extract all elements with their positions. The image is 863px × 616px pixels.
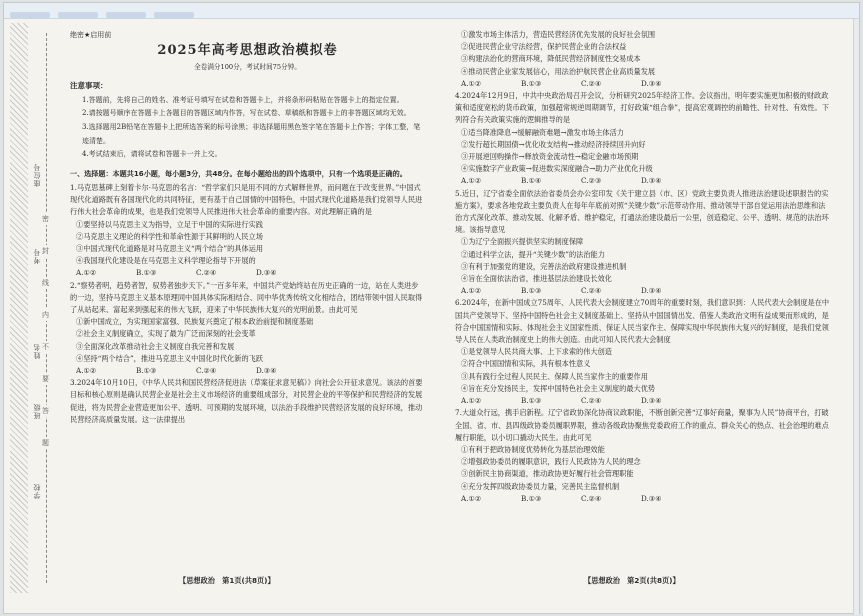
question-option: ②通过科学立法，提升“关键少数”的法治能力 — [461, 249, 605, 259]
answer-choices — [455, 78, 830, 90]
choice-a: A.①② — [461, 493, 482, 503]
binding-label-class: 班级 — [33, 403, 41, 419]
scroll-edge — [853, 19, 859, 615]
choice-b: B.①③ — [136, 366, 157, 376]
question-6 — [455, 297, 830, 407]
question-option: ④旨在全面依法治省，推进基层法治建设长效化 — [461, 274, 612, 284]
seal-word: 封 — [42, 247, 49, 255]
question-7 — [455, 407, 830, 505]
choice-c: C.②④ — [196, 366, 217, 376]
question-option: ③开展逆回购操作→释放资金流动性→稳定金融市场预期 — [461, 152, 639, 162]
choice-d: D.③④ — [641, 493, 662, 503]
answer-choices — [455, 493, 830, 505]
answer-choices — [455, 395, 830, 407]
binding-label-school: 学校 — [33, 483, 41, 499]
answer-choices — [455, 175, 830, 187]
question-option: ④推动民营企业家发展信心，用法治护航民营企业高质量发展 — [461, 66, 656, 76]
page-footer-left: 【思想政治 第1页(共8页)】 — [179, 576, 275, 585]
question-option: ②社会主义制度确立，实现了最为广泛而深刻的社会变革 — [76, 329, 256, 339]
browser-strip — [4, 3, 859, 19]
choice-c: C.②④ — [581, 396, 602, 406]
question-4 — [455, 90, 830, 188]
question-option: ④我国现代化建设是在马克思主义科学理论指导下开展的 — [76, 256, 256, 266]
seal-word: 线 — [42, 279, 49, 287]
secret-mark: 绝密★启用前 — [70, 31, 112, 39]
question-option: ①新中国成立，为实现国家富强、民族复兴奠定了根本政治前提和制度基础 — [76, 317, 314, 327]
choice-b: B.①③ — [521, 396, 542, 406]
seal-word: 内 — [42, 311, 49, 319]
question-option: ①有利于把政协制度优势转化为基层治理效能 — [461, 444, 605, 454]
seal-word: 题 — [42, 439, 49, 447]
choice-d: D.③④ — [641, 176, 662, 186]
choice-b: B.①④ — [521, 176, 542, 186]
question-option: ①激发市场主体活力，营造民营经济优先发展的良好社会氛围 — [461, 30, 656, 39]
question-option: ④实施数字产业政策→促进数实深度融合→助力产业优化升级 — [461, 164, 653, 174]
page-footer-right: 【思想政治 第2页(共8页)】 — [584, 576, 680, 585]
question-option: ③构建法治化的营商环境，降低民营经济制度性交易成本 — [461, 54, 641, 64]
choice-c: C.②④ — [196, 268, 217, 278]
choice-b: B.①③ — [521, 493, 542, 503]
section-heading: 一、选择题：本题共16小题，每小题3分，共48分。在每小题给出的四个选项中，只有一个选项是正确的。 — [70, 168, 407, 178]
choice-a: A.①② — [461, 78, 482, 88]
choice-a: A.①② — [76, 366, 97, 376]
question-option: ②促进民营企业守法经营，保护民营企业的合法权益 — [461, 42, 627, 52]
choice-c: C.②④ — [581, 78, 602, 88]
choice-c: C.②④ — [581, 286, 602, 296]
question-stem: 6.2024年，在新中国成立75周年、人民代表大会制度建立70周年的重要时刻，我们意识到：人民代表大会制度是在中国共产党领导下、坚持中国特色社会主义制度基础上、坚持从中国国情出发、借鉴人类政治文明有益成果而形成的，是符合中国国情和实际、体现社会主义国家性质、保证人民当家作主、保障实现中华民族伟大复兴的好制度，是我们党领导人民在人类政治制度史上的伟大创造。由此可知人民代表大会制度 — [455, 298, 830, 345]
question-option: ①是党领导人民共商大事、上下求索的伟大创造 — [461, 347, 612, 357]
question-3-options — [455, 29, 830, 90]
question-option: ③有利于加强党的建设，完善法治政府建设推进机制 — [461, 261, 627, 271]
binding-hatch — [10, 23, 28, 593]
question-2 — [70, 280, 425, 378]
question-option: ④坚持“两个结合”，推进马克思主义中国化时代化新的飞跃 — [76, 353, 264, 363]
note-item: 1.答题前，先将自己的姓名、准考证号填写在试卷和答题卡上，并将条形码粘贴在答题卡上的指定位置。 — [82, 95, 404, 104]
seal-word: 不 — [42, 343, 49, 351]
question-option: ②发行超长期国债→优化收支结构→推动经济持续回升向好 — [461, 139, 646, 149]
binding-label-name: 姓名 — [33, 343, 41, 359]
question-stem: 4.2024年12月9日，中共中央政治局召开会议，分析研究2025年经济工作。会议指出，明年要实施更加积极的财政政策和适度宽松的货币政策，加强超常规逆周期调节，打好政策“组合拳”，提高宏观调控的前瞻性、针对性、有效性。下列符合有关政策实施的逻辑推导的是 — [455, 91, 829, 125]
choice-d: D.③④ — [641, 286, 662, 296]
choice-b: B.①③ — [521, 78, 542, 88]
question-option: ③具有践行全过程人民民主、保障人民当家作主的重要作用 — [461, 371, 648, 381]
cut-line — [46, 33, 47, 583]
choice-d: D.③④ — [256, 366, 277, 376]
seal-word: 要 — [42, 375, 49, 383]
seal-word: 答 — [42, 407, 49, 415]
choice-c: C.②④ — [581, 493, 602, 503]
question-option: ①适当降准降息→缓解融资难题→激发市场主体活力 — [461, 127, 624, 137]
choice-d: D.③④ — [256, 268, 277, 278]
question-option: ②增强政协委员的履职意识，践行人民政协为人民的理念 — [461, 457, 641, 467]
choice-a: A.①② — [76, 268, 97, 278]
choice-b: B.①③ — [136, 268, 157, 278]
notes-heading: 注意事项： — [70, 80, 108, 90]
binding-margin — [8, 23, 48, 593]
choice-a: A.①② — [461, 286, 482, 296]
question-option: ②马克思主义理论的科学性和革命性源于其鲜明的人民立场 — [76, 231, 263, 241]
answer-choices — [70, 365, 425, 377]
exam-title: 2025年高考思想政治模拟卷 — [157, 43, 338, 59]
question-option: ②符合中国国情和实际，具有根本性意义 — [461, 359, 591, 369]
question-3 — [70, 377, 425, 426]
choice-a: A.①② — [461, 396, 482, 406]
question-option: ③全面深化改革推动社会主义制度自我完善和发展 — [76, 341, 235, 351]
exam-sheet — [3, 2, 860, 614]
choice-d: D.③④ — [641, 396, 662, 406]
page-right — [455, 29, 830, 505]
question-stem: 7.大道众行远，携手启新程。辽宁省政协深化协商议政职能，不断创新完善“辽事好商量，聚事为人民”协商平台，打破全国、省、市、县四级政协委员履职界限，推动各级政协聚焦党委政府工作的重点、群众关心的热点、社会治理的难点履行职能，以小切口撬动大民生。由此可见 — [455, 408, 829, 442]
question-option: ③创新民主协商渠道，推动政协更好履行社会管理职能 — [461, 469, 634, 479]
question-option: ④充分发挥四级政协委员力量，完善民主监督机制 — [461, 481, 620, 491]
question-5 — [455, 188, 830, 298]
binding-label-seat: 座位号 — [33, 163, 41, 187]
choice-d: D.③④ — [641, 78, 662, 88]
question-stem: 2.“察势者明，趋势者智，驭势者独步天下。”一百多年来，中国共产党始终站在历史正确的一边，站在人类进步的一边，坚持马克思主义基本原理同中国具体实际相结合、同中华优秀传统文化相结合，团结带领中国人民取得了从站起来、富起来到强起来的伟大飞跃，迎来了中华民族伟大复兴的光明前景。由此可见 — [70, 280, 423, 315]
choice-c: C.②③ — [581, 176, 602, 186]
question-1 — [70, 182, 425, 280]
answer-choices — [70, 267, 425, 279]
page-left — [70, 29, 425, 426]
question-stem: 3.2024年10月10日，《中华人民共和国民营经济促进法（草案征求意见稿）》向社会公开征求意见。该法的首要目标和核心原则是确认民营企业是社会主义市场经济的重要组成部分，对民营企业的平等保护和民营经济的发展促进，将为民营企业营造更加公平、透明、可预期的发展环境，以法治手段维护民营经济发展的良好环境，推动民营经济高质量发展。这一法律提出 — [70, 378, 423, 424]
note-item: 2.请按题号顺序在答题卡上各题目的答题区域内作答，写在试卷、草稿纸和答题卡上的非答题区域均无效。 — [82, 109, 411, 118]
question-option: ③中国式现代化道路是对马克思主义“两个结合”的具体运用 — [76, 244, 264, 253]
choice-a: A.①② — [461, 176, 482, 186]
note-item: 3.选择题用2B铅笔在答题卡上把所选答案的标号涂黑；非选择题用黑色签字笔在答题卡上作答；字体工整，笔迹清楚。 — [82, 123, 421, 145]
question-option: ①为辽宁全面振兴提供坚实的制度保障 — [461, 237, 584, 247]
choice-b: B.①③ — [521, 286, 542, 296]
answer-choices — [455, 285, 830, 297]
question-stem: 1.马克思墓碑上刻着卡尔·马克思的名言：“哲学家们只是用不同的方式解释世界，而问题在于改变世界。”中国式现代化道路既有各国现代化的共同特征，更有基于自己国情的中国特色，中国式现代化道路是我们党领导人民进行伟大社会革命的成果，也是我们党领导人民推进伟大社会革命的重要内容。对此理解正确的是 — [70, 182, 423, 217]
question-stem: 5.近日，辽宁省委全面依法治省委员会办公室印发《关于建立县（市、区）党政主要负责人推进法治建设述职报告的实施方案》，要求各地党政主要负责人在每年年底前对照“关键少数”示范带动作用、推动领导干部自觉运用法治思维和法治方式深化改革、推动发展、化解矛盾、维护稳定，打通法治建设最后一公里，创造稳定、公平、透明、规范的法治环境。该指导意见 — [455, 188, 829, 235]
question-option: ④旨在充分发扬民主，发挥中国特色社会主义制度的最大优势 — [461, 383, 656, 393]
note-item: 4.考试结束后，请将试卷和答题卡一并上交。 — [82, 150, 222, 159]
question-option: ①要坚持以马克思主义为指导，立足于中国的实际进行实践 — [76, 219, 263, 229]
binding-label-number: 考号 — [33, 248, 41, 264]
seal-word: 密 — [42, 215, 49, 223]
exam-subtitle: 全卷满分100分，考试时间75分钟。 — [194, 63, 301, 72]
